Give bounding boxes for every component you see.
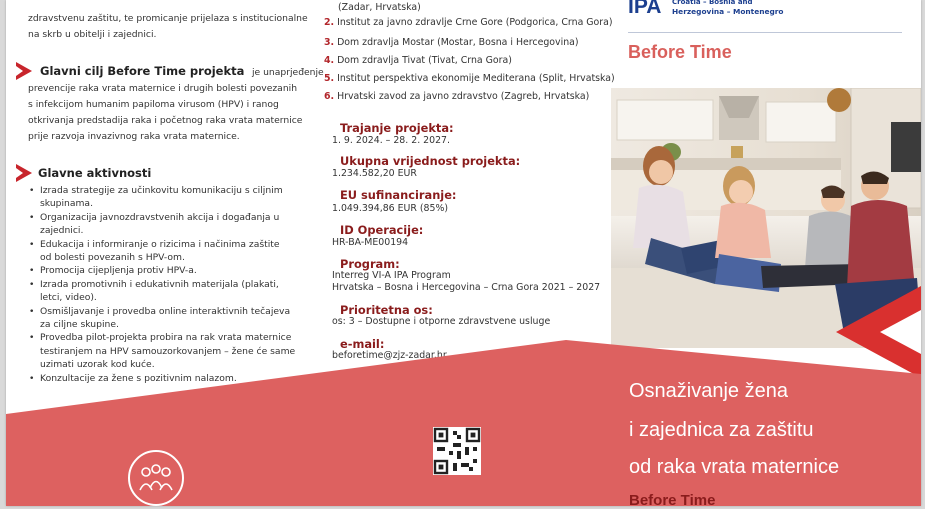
list-item: • Izrada promotivnih i edukativnih materijala (plakati,: [28, 278, 295, 291]
section-arrow-icon: [16, 62, 32, 80]
email-value[interactable]: beforetime@zjz-zadar.hr: [332, 350, 447, 361]
main-goal-title: Glavni cilj Before Time projekta: [40, 64, 245, 78]
partner-item: 6. Hrvatski zavod za javno zdravstvo (Zagreb, Hrvatska): [324, 91, 590, 102]
duration-value: 1. 9. 2024. – 28. 2. 2027.: [332, 135, 450, 146]
list-item: • Osmišljavanje i provedba online interaktivnih tečajeva: [28, 305, 295, 318]
list-item: uzimati uzorak kod kuće.: [40, 359, 155, 371]
eu-funding-label: EU sufinanciranje:: [340, 188, 457, 202]
list-item: zajednici.: [40, 225, 84, 237]
program-value-2: Hrvatska – Bosna i Hercegovina – Crna Gora 2021 – 2027: [332, 282, 601, 293]
list-item: testiranjem na HPV samouzorkovanjem – žene će same: [40, 345, 296, 357]
partner-top-line: (Zadar, Hrvatska): [338, 2, 421, 13]
operation-id-label: ID Operacije:: [340, 223, 424, 237]
main-goal-heading: [40, 64, 324, 78]
project-title: Before Time: [628, 42, 732, 62]
list-item: • Provedba pilot-projekta probira na rak vrata maternice: [28, 331, 295, 344]
main-goal-line: prevencije raka vrata maternice i drugih bolesti povezanih: [28, 83, 298, 94]
slogan-line-2: i zajednica za zaštitu: [629, 419, 814, 441]
total-value-label: Ukupna vrijednost projekta:: [340, 154, 521, 168]
partner-item: 2. Institut za javno zdravlje Crne Gore (Podgorica, Crna Gora): [324, 17, 613, 28]
operation-id-value: HR-BA-ME00194: [332, 237, 409, 248]
list-item: • Izrada strategije za učinkovitu komunikaciju s ciljnim: [28, 184, 295, 197]
community-icon: [126, 448, 186, 506]
section-arrow-icon: [16, 164, 32, 182]
activities-heading: Glavne aktivnosti: [38, 166, 152, 180]
qr-code-icon[interactable]: [433, 427, 481, 475]
ipa-logo: IPA: [628, 0, 662, 18]
list-item: za ciljne skupine.: [40, 319, 119, 331]
ipa-logo-sub-1: Croatia – Bosnia and: [672, 0, 753, 6]
duration-label: Trajanje projekta:: [340, 121, 454, 135]
slogan-footer: Before Time: [629, 492, 716, 506]
priority-label: Prioritetna os:: [340, 303, 433, 317]
list-item: skupinama.: [40, 198, 93, 210]
program-label: Program:: [340, 257, 400, 271]
list-item: • Konzultacije za žene s pozitivnim nalazom.: [28, 372, 295, 385]
total-value: 1.234.582,20 EUR: [332, 168, 417, 179]
partner-item: 4. Dom zdravlja Tivat (Tivat, Crna Gora): [324, 55, 512, 66]
partner-item: 5. Institut perspektiva ekonomije Mediterana (Split, Hrvatska): [324, 73, 615, 84]
list-item: letci, video).: [40, 292, 97, 304]
intro-line-2: na skrb u obitelji i zajednici.: [28, 29, 157, 40]
ipa-logo-sub-2: Herzegovina – Montenegro: [672, 7, 784, 16]
slogan-line-3: od raka vrata maternice: [629, 456, 840, 478]
program-value-1: Interreg VI-A IPA Program: [332, 270, 451, 281]
main-goal-line: prije razvoja invazivnog raka vrata maternice.: [28, 131, 240, 142]
partner-item: 3. Dom zdravlja Mostar (Mostar, Bosna i Hercegovina): [324, 37, 579, 48]
eu-funding-value: 1.049.394,86 EUR (85%): [332, 203, 449, 214]
intro-line-1: zdravstvenu zaštitu, te promicanje prijelaza s institucionalne: [28, 13, 308, 24]
brochure-page: [6, 0, 921, 506]
main-goal-line: otkrivanja predstadija raka i početnog raka vrata maternice: [28, 115, 303, 126]
email-label: e-mail:: [340, 337, 385, 351]
slogan-line-1: Osnaživanje žena: [629, 380, 788, 402]
priority-value: os: 3 – Dostupne i otporne zdravstvene usluge: [332, 316, 551, 327]
main-goal-line: s infekcijom humanim papiloma virusom (HPV) i ranog: [28, 99, 279, 110]
list-item: • Edukacija i informiranje o rizicima i načinima zaštite: [28, 238, 295, 251]
logo-divider: [628, 32, 902, 33]
list-item: od bolesti povezanih s HPV-om.: [40, 252, 185, 264]
list-item: • Promocija cijepljenja protiv HPV-a.: [28, 264, 295, 277]
list-item: • Organizacija javnozdravstvenih akcija i događanja u: [28, 211, 295, 224]
main-goal-title-tail: je unaprjeđenje: [251, 67, 324, 78]
